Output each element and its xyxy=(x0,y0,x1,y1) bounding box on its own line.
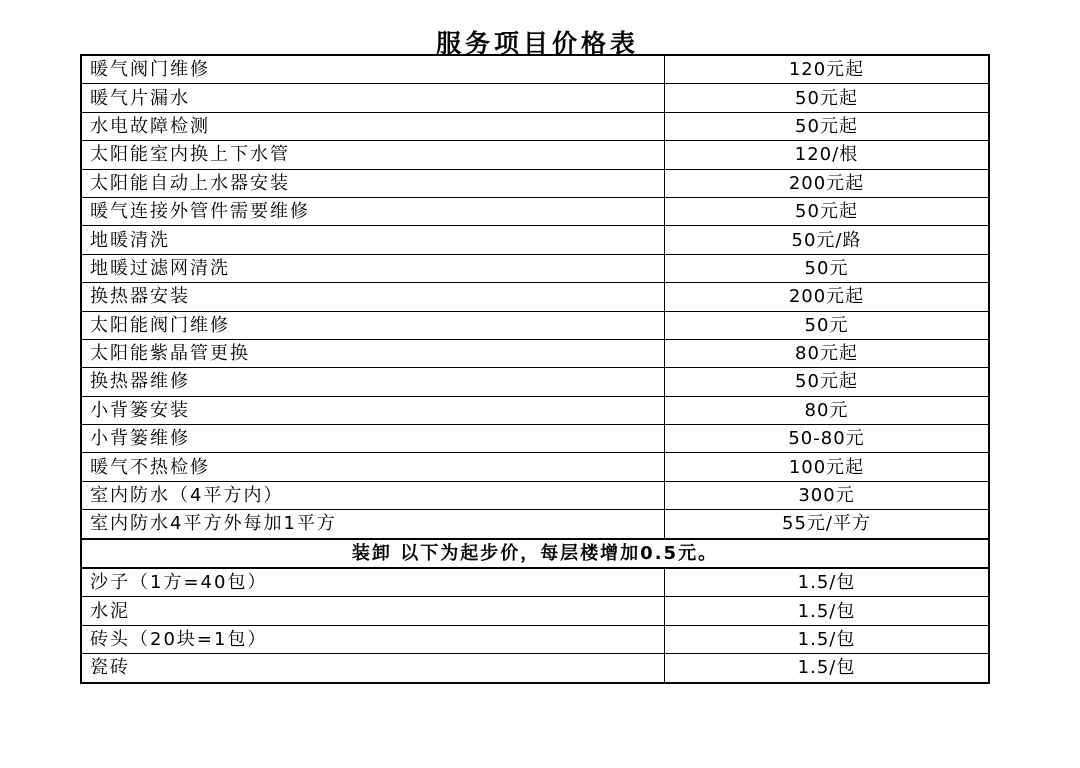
service-name: 暖气连接外管件需要维修 xyxy=(81,197,665,225)
material-name: 沙子（1方=40包） xyxy=(81,568,665,597)
service-price: 50元 xyxy=(665,311,990,339)
material-price: 1.5/包 xyxy=(665,654,990,683)
service-price: 50-80元 xyxy=(665,425,990,453)
service-price: 55元/平方 xyxy=(665,510,990,539)
table-row xyxy=(81,311,989,339)
table-row xyxy=(81,510,989,539)
table-row xyxy=(81,339,989,367)
service-price: 100元起 xyxy=(665,453,990,481)
service-price: 50元 xyxy=(665,254,990,282)
table-row xyxy=(81,141,989,169)
service-name: 换热器安装 xyxy=(81,283,665,311)
service-name: 换热器维修 xyxy=(81,368,665,396)
service-name: 室内防水（4平方内） xyxy=(81,481,665,509)
service-price: 50元/路 xyxy=(665,226,990,254)
price-table xyxy=(80,54,990,684)
service-name: 暖气阀门维修 xyxy=(81,55,665,84)
service-name: 水电故障检测 xyxy=(81,112,665,140)
material-name: 水泥 xyxy=(81,597,665,625)
service-price: 300元 xyxy=(665,481,990,509)
service-price: 50元起 xyxy=(665,368,990,396)
material-price: 1.5/包 xyxy=(665,568,990,597)
table-row xyxy=(81,396,989,424)
service-price: 50元起 xyxy=(665,197,990,225)
table-row xyxy=(81,283,989,311)
table-row xyxy=(81,368,989,396)
section-header-row xyxy=(81,539,989,568)
service-price: 50元起 xyxy=(665,112,990,140)
table-row xyxy=(81,481,989,509)
table-row xyxy=(81,625,989,653)
service-name: 地暖清洗 xyxy=(81,226,665,254)
table-row xyxy=(81,55,989,84)
service-name: 小背篓维修 xyxy=(81,425,665,453)
table-row xyxy=(81,197,989,225)
table-row xyxy=(81,254,989,282)
material-price: 1.5/包 xyxy=(665,625,990,653)
section-header: 装卸 以下为起步价，每层楼增加0.5元。 xyxy=(81,539,989,568)
service-price: 50元起 xyxy=(665,84,990,112)
service-price: 200元起 xyxy=(665,283,990,311)
service-name: 太阳能紫晶管更换 xyxy=(81,339,665,367)
material-name: 砖头（20块=1包） xyxy=(81,625,665,653)
table-row xyxy=(81,425,989,453)
material-price: 1.5/包 xyxy=(665,597,990,625)
service-price: 80元起 xyxy=(665,339,990,367)
material-name: 瓷砖 xyxy=(81,654,665,683)
service-price: 120/根 xyxy=(665,141,990,169)
service-price: 120元起 xyxy=(665,55,990,84)
service-name: 地暖过滤网清洗 xyxy=(81,254,665,282)
table-row xyxy=(81,112,989,140)
service-price: 80元 xyxy=(665,396,990,424)
table-row xyxy=(81,453,989,481)
page-title: 服务项目价格表 xyxy=(435,29,639,58)
service-name: 室内防水4平方外每加1平方 xyxy=(81,510,665,539)
table-row xyxy=(81,597,989,625)
service-name: 暖气片漏水 xyxy=(81,84,665,112)
service-name: 太阳能自动上水器安装 xyxy=(81,169,665,197)
service-name: 暖气不热检修 xyxy=(81,453,665,481)
table-row xyxy=(81,84,989,112)
table-row xyxy=(81,169,989,197)
table-row xyxy=(81,654,989,683)
service-price: 200元起 xyxy=(665,169,990,197)
service-name: 太阳能室内换上下水管 xyxy=(81,141,665,169)
table-row xyxy=(81,226,989,254)
table-row xyxy=(81,568,989,597)
service-name: 太阳能阀门维修 xyxy=(81,311,665,339)
service-name: 小背篓安装 xyxy=(81,396,665,424)
